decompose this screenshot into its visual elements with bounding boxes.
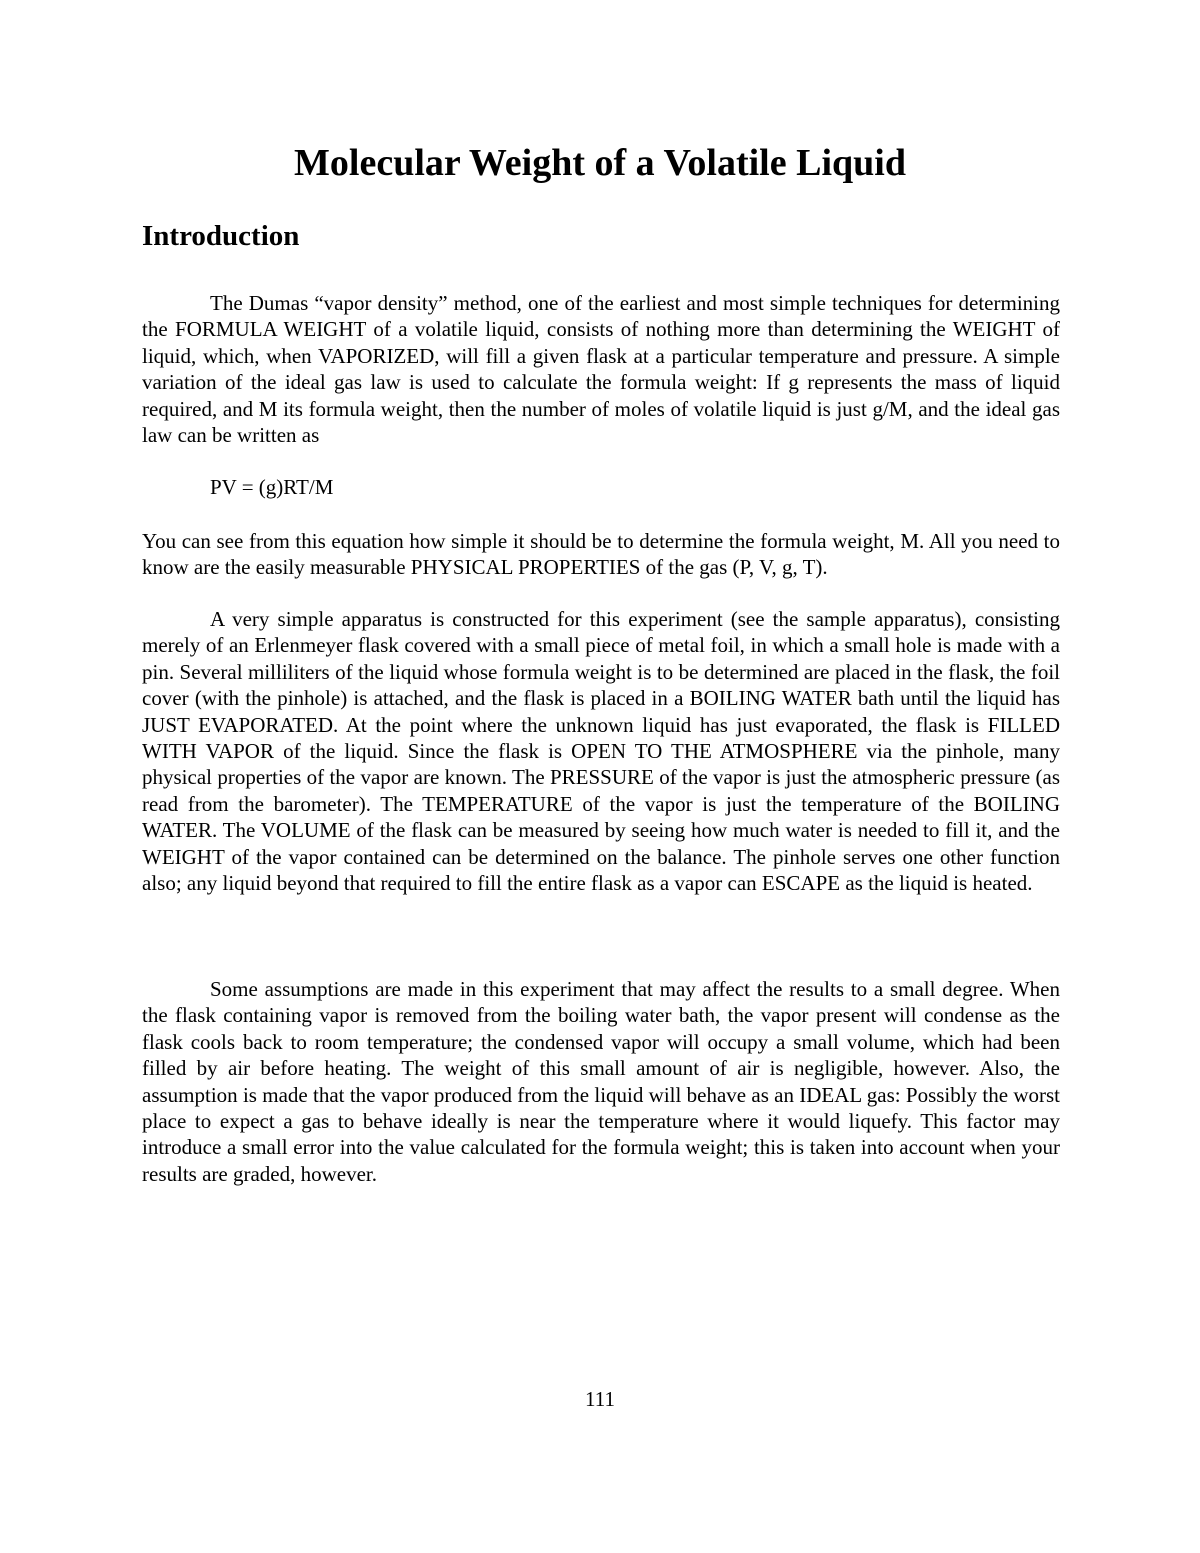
ideal-gas-equation: PV = (g)RT/M bbox=[210, 475, 334, 499]
paragraph-dumas-method: The Dumas “vapor density” method, one of the earliest and most simple techniques for determining the FORMULA WEIGHT of a volatile liquid, consists of nothing more than determining the WEIGHT of liquid, which, when VAPORIZED, will fill a given flask at a particular temperature and pressure. A simple variation of the ideal gas law is used to calculate the formula weight: If g represents the mass of liquid required, and M its formula weight, then the number of moles of volatile liquid is just g/M, and the ideal gas law can be written as bbox=[142, 291, 1060, 448]
paragraph-apparatus: A very simple apparatus is constructed for this experiment (see the sample apparatus), consisting merely of an Erlenmeyer flask covered with a small piece of metal foil, in which a small hole is made with a pin. Several milliliters of the liquid whose formula weight is to be determined are placed in the flask, the foil cover (with the pinhole) is attached, and the flask is placed in a BOILING WATER bath until the liquid has JUST EVAPORATED. At the point where the unknown liquid has just evaporated, the flask is FILLED WITH VAPOR of the liquid. Since the flask is OPEN TO THE ATMOSPHERE via the pinhole, many physical properties of the vapor are known. The PRESSURE of the vapor is just the atmospheric pressure (as read from the barometer). The TEMPERATURE of the vapor is just the temperature of the BOILING WATER. The VOLUME of the flask can be measured by seeing how much water is needed to fill it, and the WEIGHT of the vapor contained can be determined on the balance. The pinhole serves one other function also; any liquid beyond that required to fill the entire flask as a vapor can ESCAPE as the liquid is heated. bbox=[142, 607, 1060, 896]
section-heading-introduction: Introduction bbox=[142, 220, 300, 252]
page-number: 111 bbox=[585, 1387, 615, 1411]
document-title: Molecular Weight of a Volatile Liquid bbox=[294, 142, 906, 184]
paragraph-assumptions: Some assumptions are made in this experiment that may affect the results to a small degree. When the flask containing vapor is removed from the boiling water bath, the vapor present will condense as the flask cools back to room temperature; the condensed vapor will occupy a small volume, which had been filled by air before heating. The weight of this small amount of air is negligible, however. Also, the assumption is made that the vapor produced from the liquid will behave as an IDEAL gas: Possibly the worst place to expect a gas to behave ideally is near the temperature where it would liquefy. This factor may introduce a small error into the value calculated for the formula weight; this is taken into account when your results are graded, however. bbox=[142, 977, 1060, 1186]
paragraph-equation-explanation: You can see from this equation how simple it should be to determine the formula weight, M. All you need to know are the easily measurable PHYSICAL PROPERTIES of the gas (P, V, g, T). bbox=[142, 529, 1060, 580]
